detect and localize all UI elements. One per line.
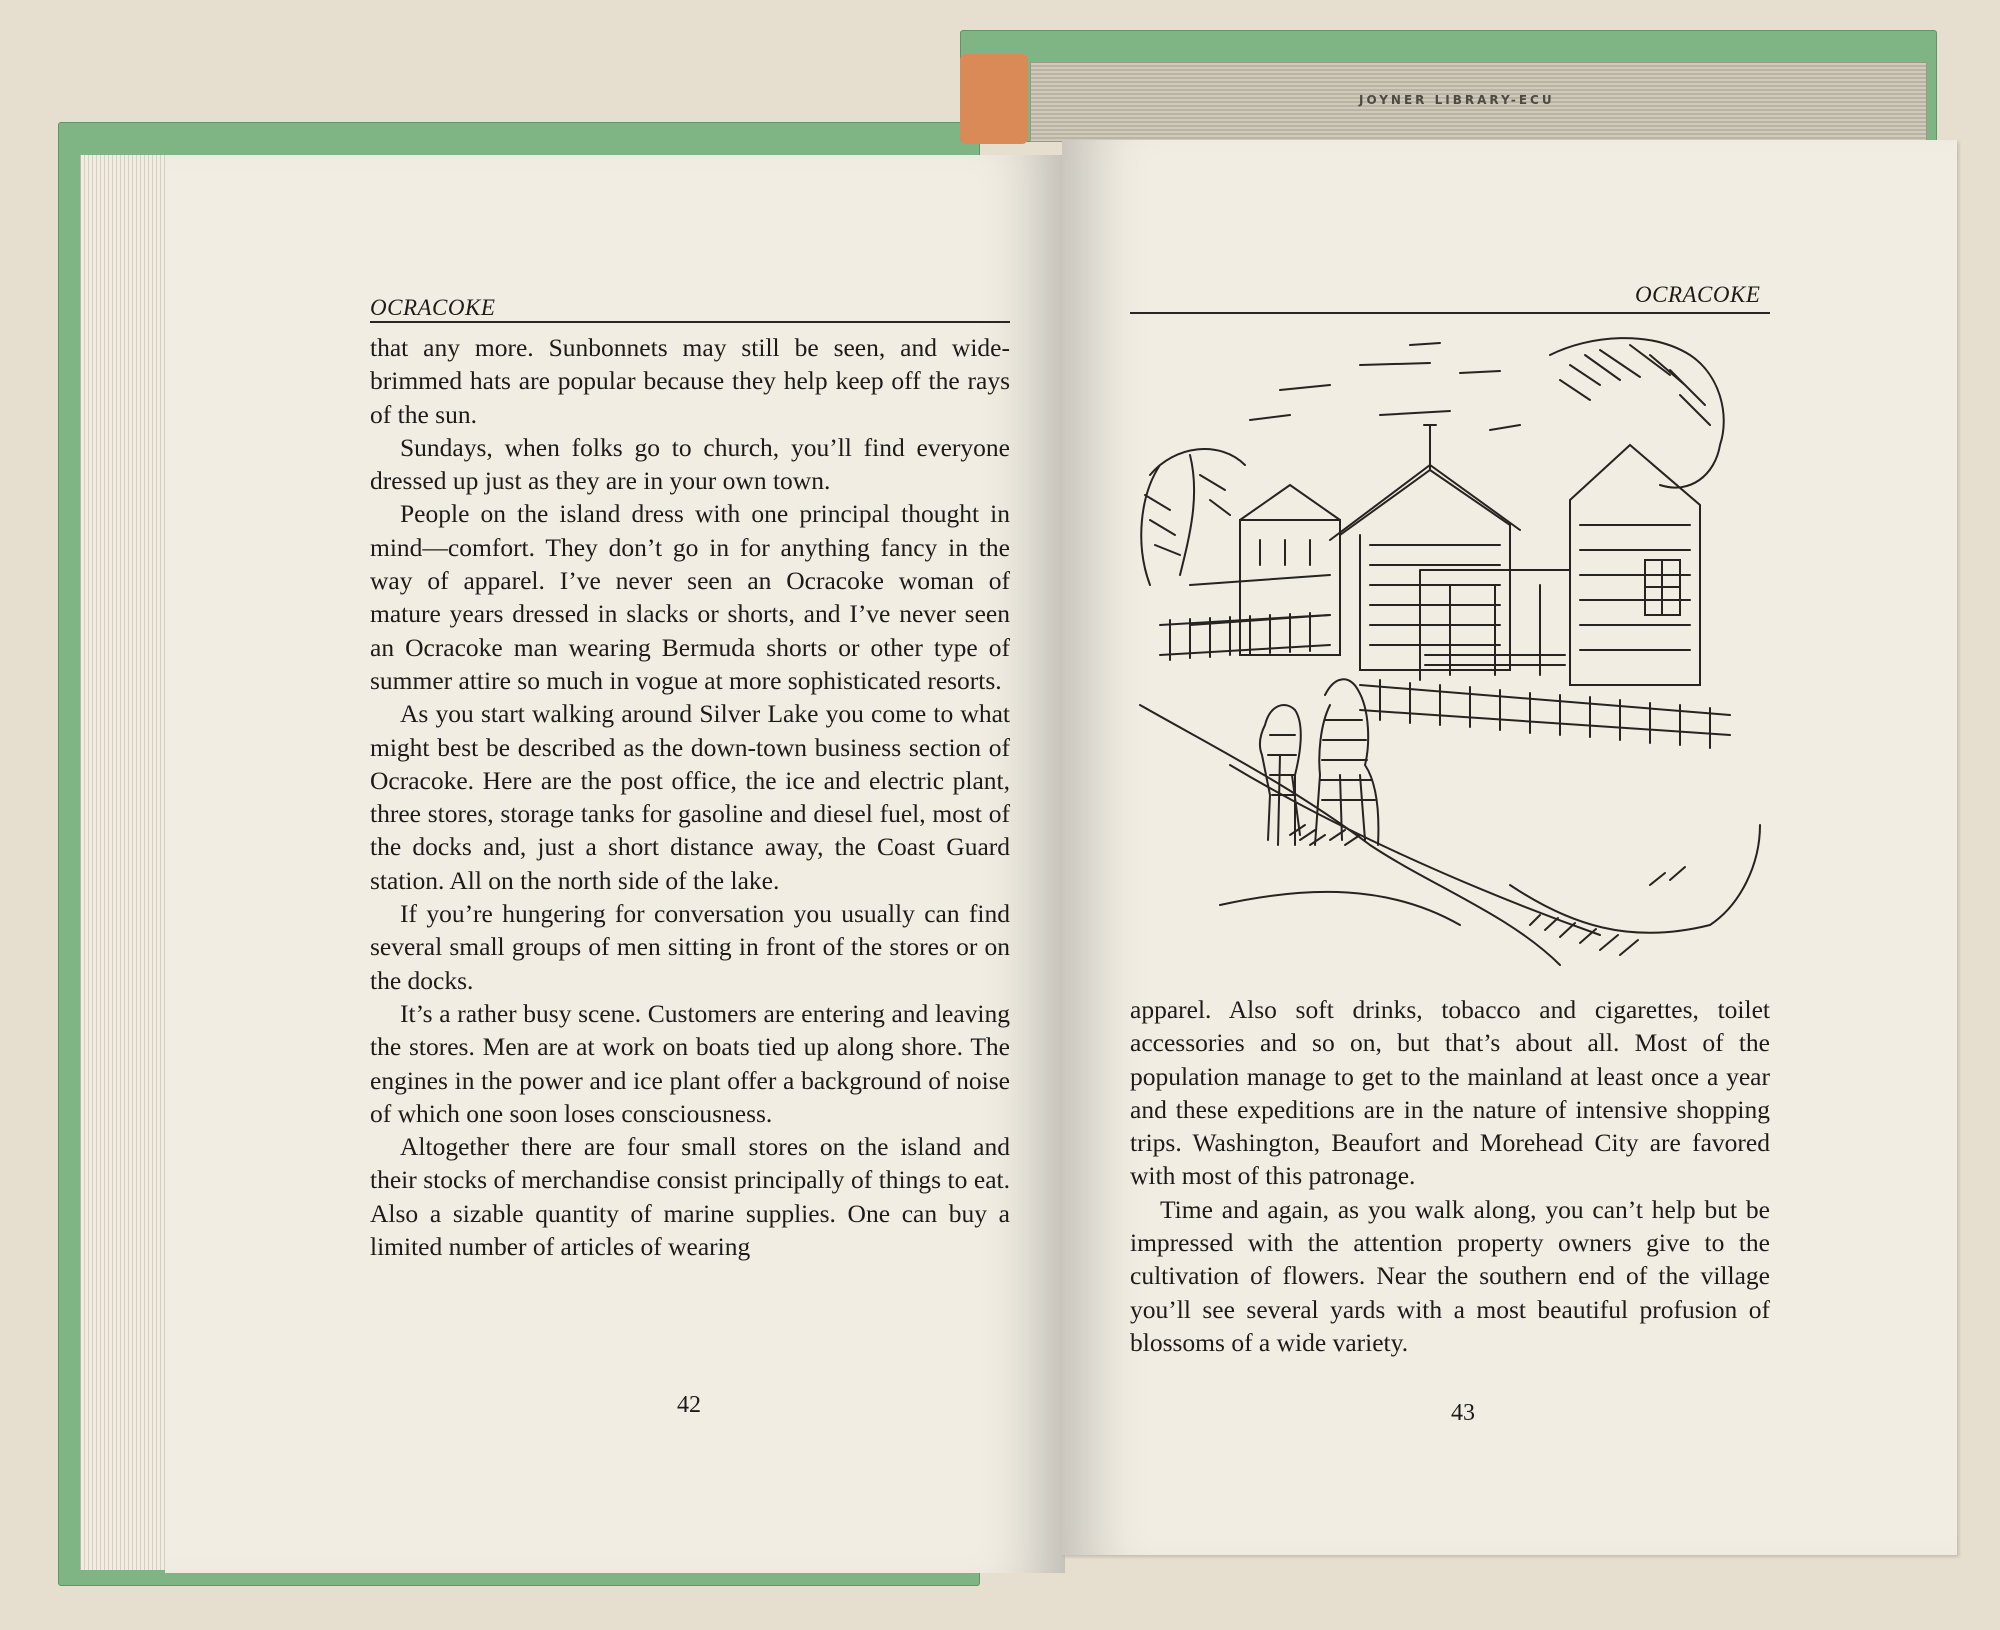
page-number-left: 42 [677, 1392, 701, 1418]
running-head-rule-right [1130, 312, 1770, 314]
left-page [165, 155, 1065, 1573]
headband [960, 54, 1028, 144]
paragraph: If you’re hungering for conversation you usually can find several small groups of men sitting in front of the stores or on the docks. [370, 899, 1010, 995]
library-stamp: JOYNER LIBRARY-ECU [1359, 93, 1555, 107]
village-horses-illustration [1130, 325, 1770, 985]
paragraph: People on the island dress with one principal thought in mind—comfort. They don’t go in for anything fancy in the way of apparel. I’ve never seen an Ocracoke woman of mature years dressed in slacks or shorts, and I’ve never seen an Ocracoke man wearing Bermuda shorts or other type of summer attire so much in vogue at more sophisticated resorts. [370, 499, 1010, 695]
paragraph: Sundays, when folks go to church, you’ll find everyone dressed up just as they are in your own town. [370, 432, 1010, 496]
running-head-left: OCRACOKE [370, 295, 496, 320]
paragraph: Altogether there are four small stores on the island and their stocks of merchandise consist principally of things to eat. Also a sizable quantity of marine supplies. One can buy a limited number of articles of wearing [370, 1132, 1010, 1262]
paragraph: apparel. Also soft drinks, tobacco and cigarettes, toilet accessories and so on, but that’s about all. Most of the population manage to get to the mainland at least once a year and these expeditions are in the nature of intensive shopping trips. Washington, Beaufort and Morehead City are favored with most of this patronage. [1130, 995, 1770, 1191]
left-page-text [370, 331, 1010, 1263]
paragraph: As you start walking around Silver Lake you come to what might best be described as the down-town business section of Ocracoke. Here are the post office, the ice and electric plant, three stores, storage tanks for gasoline and diesel fuel, most of the docks and, just a short distance away, the Coast Guard station. All on the north side of the lake. [370, 699, 1010, 895]
right-page [1062, 140, 1957, 1555]
page-block-top-edge [1030, 62, 1927, 142]
paragraph: It’s a rather busy scene. Customers are entering and leaving the stores. Men are at work on boats tied up along shore. The engines in the power and ice plant offer a background of noise of which one soon loses consciousness. [370, 998, 1010, 1128]
paragraph: that any more. Sunbonnets may still be seen, and wide-brimmed hats are popular because they help keep off the rays of the sun. [370, 333, 1010, 429]
running-head-rule-left [370, 321, 1010, 323]
page-number-right: 43 [1451, 1400, 1475, 1426]
right-page-text [1130, 993, 1770, 1359]
running-head-right: OCRACOKE [1635, 282, 1761, 307]
page-stack-edge [80, 155, 176, 1570]
paragraph: Time and again, as you walk along, you can’t help but be impressed with the attention property owners give to the cultivation of flowers. Near the southern end of the village you’ll see several yards with a most beautiful profusion of blossoms of a wide variety. [1130, 1194, 1770, 1357]
